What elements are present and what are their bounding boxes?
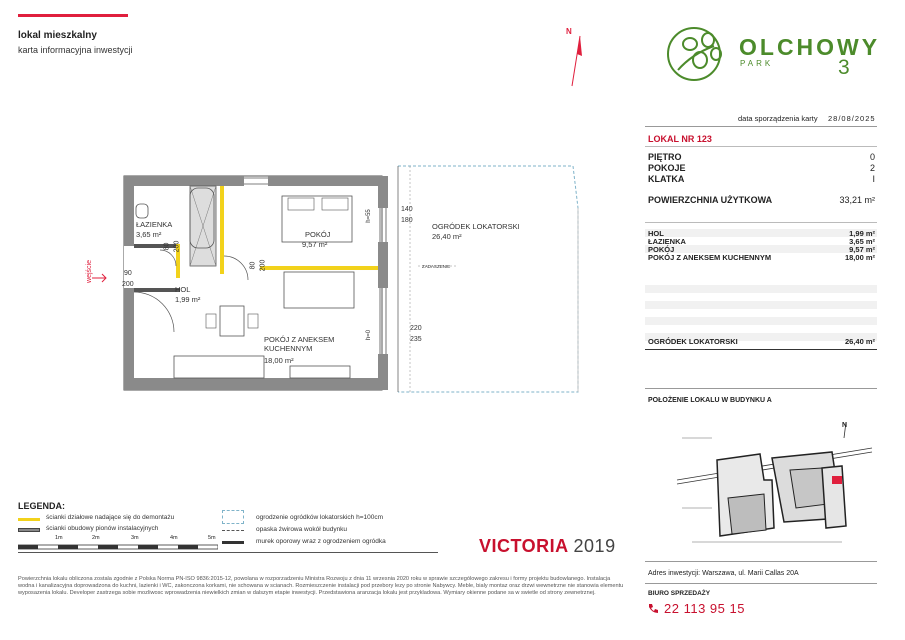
garden-name: OGRÓDEK LOKATORSKI bbox=[432, 222, 520, 231]
garden-value: 26,40 m² bbox=[844, 337, 875, 346]
window1-width: 140 bbox=[401, 206, 413, 213]
room-room-value: 9,57 m² bbox=[849, 245, 875, 254]
map-north-label: N bbox=[842, 422, 848, 429]
address-bottom-separator bbox=[645, 583, 877, 584]
door-width: 90 bbox=[124, 270, 132, 277]
area-separator bbox=[645, 222, 877, 223]
victoria-brand bbox=[479, 536, 616, 557]
page-title: lokal mieszkalny bbox=[18, 30, 97, 41]
legend-demolition-swatch bbox=[18, 518, 40, 521]
page-subtitle: karta informacyjna inwestycji bbox=[18, 45, 133, 55]
sales-phone[interactable]: 22 113 95 15 bbox=[664, 601, 745, 616]
scale-3m: 3m bbox=[131, 535, 139, 541]
legend-title: LEGENDA: bbox=[18, 501, 65, 511]
entrance-label: wejście bbox=[85, 260, 93, 283]
north-label: N bbox=[566, 27, 572, 36]
legend-fence-swatch bbox=[222, 510, 244, 524]
window1-height: 180 bbox=[401, 217, 413, 224]
date-separator bbox=[645, 126, 877, 127]
north-arrow-icon bbox=[562, 28, 588, 90]
phone-icon bbox=[647, 602, 659, 614]
living-name: POKÓJ Z ANEKSEM KUCHENNYM bbox=[264, 335, 335, 353]
sales-label: BIURO SPRZEDAŻY bbox=[648, 590, 711, 597]
garden-label: OGRÓDEK LOKATORSKI bbox=[648, 337, 738, 346]
legend-bottom-separator bbox=[18, 552, 438, 553]
legend-shaft-swatch bbox=[18, 528, 40, 532]
floor-value: 0 bbox=[869, 152, 875, 162]
victoria-year: 2019 bbox=[573, 536, 616, 556]
room-hall-label: HOL bbox=[648, 229, 664, 238]
address-top-separator bbox=[645, 561, 877, 562]
logo-name: OLCHOWY bbox=[739, 34, 881, 60]
canopy-label: ZADASZENIE bbox=[422, 264, 451, 269]
garden-separator bbox=[645, 349, 877, 350]
room-door-height: 200 bbox=[259, 259, 267, 272]
scale-bar bbox=[18, 539, 218, 553]
legend-gravel-swatch bbox=[222, 530, 244, 531]
stair-value: I bbox=[872, 174, 875, 184]
window2-sill: h=0 bbox=[366, 329, 373, 341]
scale-2m: 2m bbox=[92, 535, 100, 541]
bath-door-width: 80 bbox=[163, 242, 171, 251]
logo-park: PARK bbox=[740, 59, 774, 68]
rooms-label: POKOJE bbox=[648, 163, 686, 173]
location-top-separator bbox=[645, 388, 877, 389]
room-door-width: 80 bbox=[249, 261, 257, 270]
room-name: POKÓJ bbox=[305, 230, 331, 239]
legend-fence: ogrodzenie ogródków lokatorskich h=100cm bbox=[256, 514, 384, 521]
legend-wall-swatch bbox=[222, 541, 244, 544]
scale-5m: 5m bbox=[208, 535, 216, 541]
usable-area-label: POWIERZCHNIA UŻYTKOWA bbox=[648, 195, 773, 205]
legend-wall: murek oporowy wraz z ogrodzeniem ogródka bbox=[256, 538, 386, 545]
garden-area: 26,40 m² bbox=[432, 232, 462, 241]
bath-door-height: 200 bbox=[173, 240, 181, 253]
victoria-name: VICTORIA bbox=[479, 536, 569, 556]
scale-1m: 1m bbox=[55, 535, 63, 541]
door-height: 200 bbox=[122, 281, 134, 288]
unit-separator bbox=[645, 146, 877, 147]
window1-sill: h=55 bbox=[365, 209, 372, 223]
room-room-label: POKÓJ bbox=[648, 245, 675, 254]
bath-area: 3,65 m² bbox=[136, 230, 162, 239]
room-living-label: POKÓJ Z ANEKSEM KUCHENNYM bbox=[648, 253, 772, 262]
room-living-value: 18,00 m² bbox=[844, 253, 875, 262]
window2-height: 235 bbox=[410, 336, 422, 343]
legend-gravel: opaska żwirowa wokół budynku bbox=[256, 526, 348, 533]
location-title: POŁOŻENIE LOKALU W BUDYNKU A bbox=[648, 397, 772, 404]
room-area: 9,57 m² bbox=[302, 240, 328, 249]
site-map bbox=[672, 418, 882, 558]
legend-shaft: ścianki obudowy pionów instalacyjnych bbox=[46, 525, 159, 532]
usable-area-value: 33,21 m² bbox=[839, 195, 875, 205]
floor-label: PIĘTRO bbox=[648, 152, 682, 162]
scale-4m: 4m bbox=[170, 535, 178, 541]
room-bath-value: 3,65 m² bbox=[849, 237, 875, 246]
date-label: data sporządzenia karty bbox=[738, 114, 818, 123]
window2-width: 220 bbox=[410, 325, 422, 332]
hall-name: HOL bbox=[175, 285, 191, 294]
bath-name: ŁAZIENKA bbox=[136, 220, 173, 229]
room-hall-value: 1,99 m² bbox=[849, 229, 875, 238]
date-value: 28/08/2025 bbox=[828, 114, 876, 123]
address: Adres inwestycji: Warszawa, ul. Marii Callas 20A bbox=[648, 570, 799, 577]
living-area: 18,00 m² bbox=[264, 356, 294, 365]
footnote: Powierzchnia lokalu obliczona zostala zgodnie z Polska Norma PN-ISO 9836:2015-12, powolana w rozporzadzeniu Ministra Rozwoju z dnia 11 wrzesnia 2020 roku w sprawie szczególowego zakresu i formy projektu budowlanego. Instalacja wodna i kanalizacyjna doprowadzona do kuchni, lazienki i WC, zakonczona korkami, nie schowana w scianach. Rozmieszczenie instalacji pod przebory lezy po stronie Nabywcy. Meble, bialy montaz oraz drzwi wewnetrzne nie stanowia elementu wyposazenia lokalu. Developer zastrzega sobie mozliwosc wprowadzenia niewielkich zmian w dalszym etapie inwestycji. Przedstawiona aranzacja lokalu jest przykladowa. Wymiary okienne podane sa w swietle od strony zewnetrznej. bbox=[18, 576, 624, 597]
logo-number: 3 bbox=[838, 56, 850, 79]
olchowy-logo-icon bbox=[664, 24, 732, 84]
legend-demolition: ścianki działowe nadające się do demontażu bbox=[46, 514, 175, 521]
stair-label: KLATKA bbox=[648, 174, 685, 184]
hall-area: 1,99 m² bbox=[175, 295, 201, 304]
room-bath-label: ŁAZIENKA bbox=[648, 237, 686, 246]
rooms-value: 2 bbox=[869, 163, 875, 173]
header-accent-bar bbox=[18, 14, 128, 17]
unit-number: LOKAL NR 123 bbox=[648, 134, 712, 144]
floor-plan bbox=[78, 160, 598, 400]
